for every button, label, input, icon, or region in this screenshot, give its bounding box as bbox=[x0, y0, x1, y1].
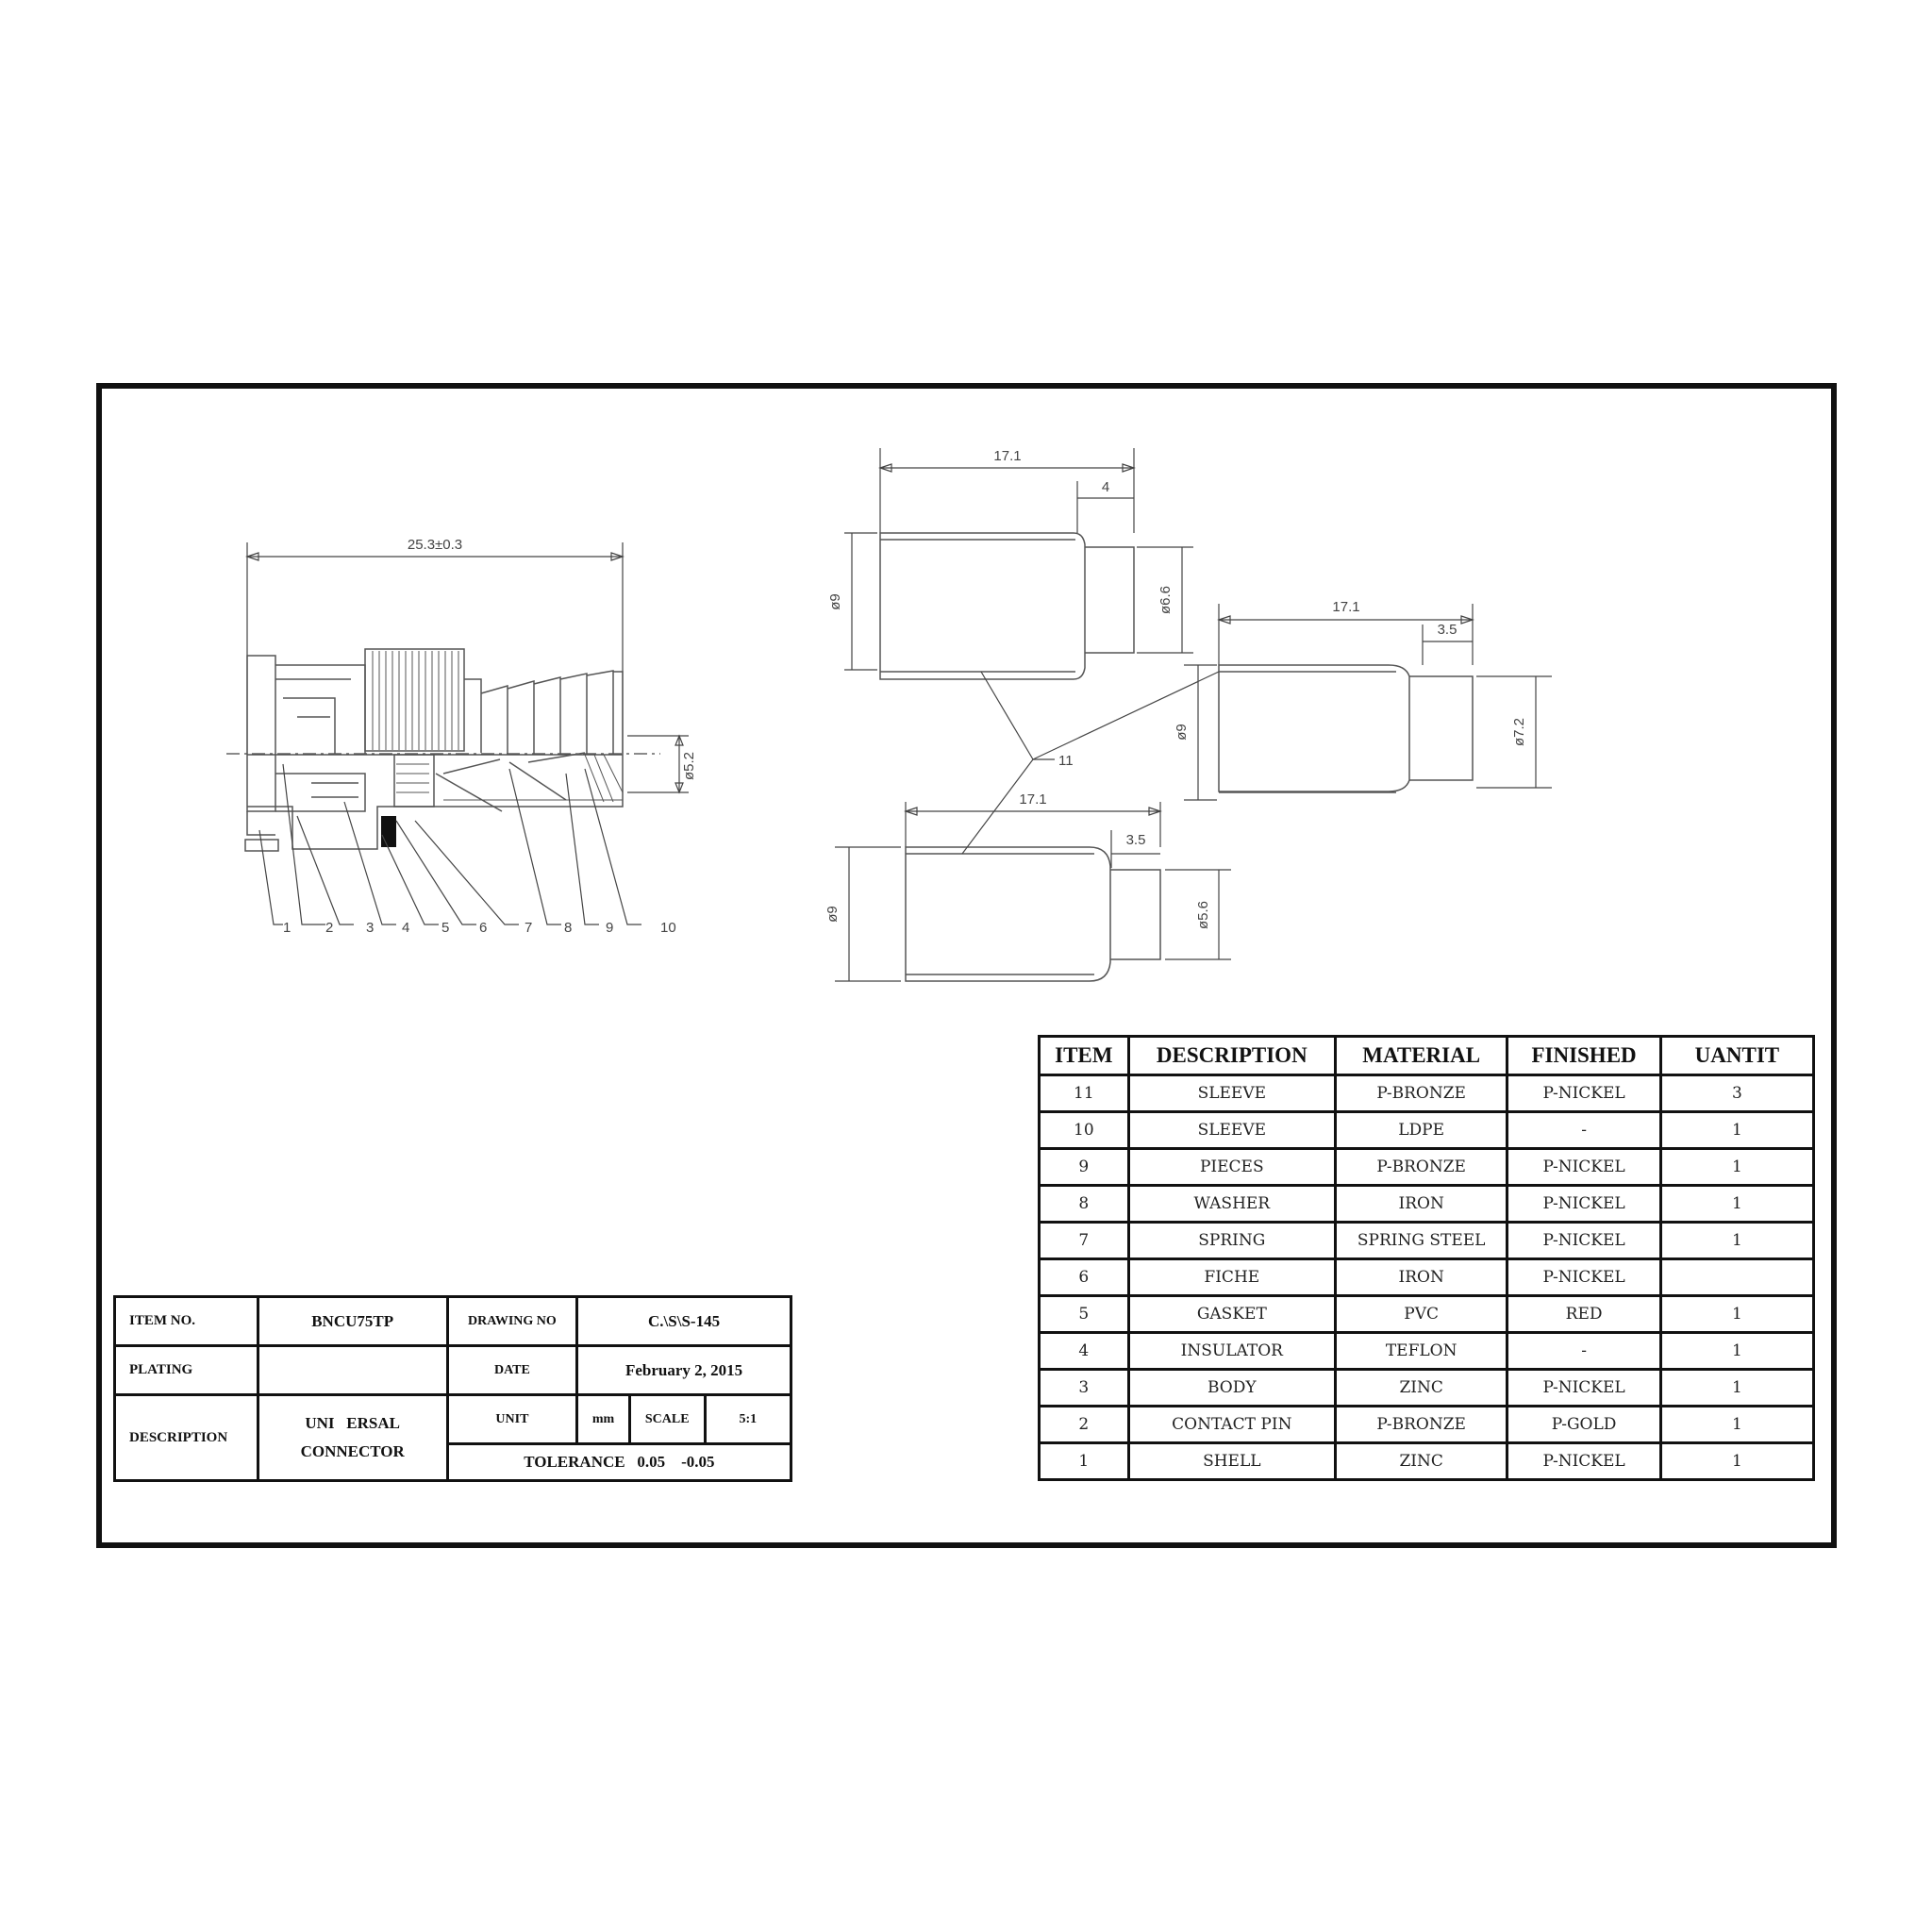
bom-finished-cell: P-NICKEL bbox=[1507, 1186, 1660, 1223]
bom-material-cell: LDPE bbox=[1335, 1112, 1507, 1149]
table-row bbox=[1040, 1112, 1814, 1149]
bom-quantity-cell: 1 bbox=[1660, 1407, 1813, 1443]
table-row bbox=[1040, 1223, 1814, 1259]
sleeve-right-outer-dia: ø9 bbox=[1174, 724, 1190, 741]
bom-material-cell: P-BRONZE bbox=[1335, 1407, 1507, 1443]
item-no-label: ITEM NO. bbox=[115, 1297, 258, 1346]
bom-material-cell: P-BRONZE bbox=[1335, 1149, 1507, 1186]
callout-1: 1 bbox=[283, 920, 291, 936]
diameter-dimension: ø5.2 bbox=[681, 751, 697, 781]
callout-11-leaders bbox=[962, 672, 1219, 854]
bom-item-cell: 8 bbox=[1040, 1186, 1129, 1223]
bom-finished-cell: P-NICKEL bbox=[1507, 1075, 1660, 1112]
bom-description-cell: SHELL bbox=[1128, 1443, 1335, 1480]
callout-6: 6 bbox=[479, 920, 488, 936]
bom-finished-cell: RED bbox=[1507, 1296, 1660, 1333]
bom-description-cell: BODY bbox=[1128, 1370, 1335, 1407]
unit-value: mm bbox=[577, 1395, 630, 1444]
plating-label: PLATING bbox=[115, 1346, 258, 1395]
callout-7: 7 bbox=[525, 920, 533, 936]
sleeve-view-top bbox=[827, 448, 1193, 679]
callout-8: 8 bbox=[564, 920, 573, 936]
table-row bbox=[1040, 1443, 1814, 1480]
bom-quantity-cell: 1 bbox=[1660, 1370, 1813, 1407]
gasket-block bbox=[381, 816, 396, 847]
callout-3: 3 bbox=[366, 920, 375, 936]
bom-quantity-cell: 1 bbox=[1660, 1223, 1813, 1259]
bom-material-cell: SPRING STEEL bbox=[1335, 1223, 1507, 1259]
bom-header-material: MATERIAL bbox=[1335, 1037, 1507, 1075]
bom-item-cell: 3 bbox=[1040, 1370, 1129, 1407]
drawing-no-label: DRAWING NO bbox=[447, 1297, 576, 1346]
bom-quantity-cell: 1 bbox=[1660, 1333, 1813, 1370]
bom-material-cell: P-BRONZE bbox=[1335, 1075, 1507, 1112]
callout-11: 11 bbox=[1058, 753, 1074, 769]
bom-description-cell: SLEEVE bbox=[1128, 1075, 1335, 1112]
description-value bbox=[258, 1395, 447, 1481]
overall-length-dimension: 25.3±0.3 bbox=[407, 537, 463, 553]
bill-of-materials-table bbox=[1038, 1035, 1815, 1481]
scale-value: 5:1 bbox=[705, 1395, 791, 1444]
table-row bbox=[1040, 1075, 1814, 1112]
bom-description-cell: FICHE bbox=[1128, 1259, 1335, 1296]
callout-2: 2 bbox=[325, 920, 334, 936]
sleeve-top-outer-dia: ø9 bbox=[827, 593, 843, 610]
bom-material-cell: ZINC bbox=[1335, 1370, 1507, 1407]
table-row bbox=[1040, 1333, 1814, 1370]
bom-material-cell: IRON bbox=[1335, 1186, 1507, 1223]
date-label: DATE bbox=[447, 1346, 576, 1395]
tolerance-value: TOLERANCE 0.05 -0.05 bbox=[447, 1444, 791, 1481]
bom-item-cell: 11 bbox=[1040, 1075, 1129, 1112]
bom-description-cell: PIECES bbox=[1128, 1149, 1335, 1186]
sleeve-bottom-length: 17.1 bbox=[1019, 791, 1047, 808]
bom-description-cell: GASKET bbox=[1128, 1296, 1335, 1333]
bom-item-cell: 9 bbox=[1040, 1149, 1129, 1186]
bom-quantity-cell: 3 bbox=[1660, 1075, 1813, 1112]
callout-4: 4 bbox=[402, 920, 410, 936]
bom-quantity-cell: 1 bbox=[1660, 1186, 1813, 1223]
sleeve-right-length: 17.1 bbox=[1332, 599, 1360, 615]
bom-material-cell: ZINC bbox=[1335, 1443, 1507, 1480]
bom-quantity-cell: 1 bbox=[1660, 1443, 1813, 1480]
bom-description-cell: WASHER bbox=[1128, 1186, 1335, 1223]
date-value: February 2, 2015 bbox=[577, 1346, 791, 1395]
bom-item-cell: 6 bbox=[1040, 1259, 1129, 1296]
sleeve-view-right bbox=[1174, 599, 1552, 800]
bom-finished-cell: P-NICKEL bbox=[1507, 1370, 1660, 1407]
bom-quantity-cell bbox=[1660, 1259, 1813, 1296]
bom-header-row bbox=[1040, 1037, 1814, 1075]
callout-5: 5 bbox=[441, 920, 450, 936]
title-block-row bbox=[115, 1346, 791, 1395]
bom-quantity-cell: 1 bbox=[1660, 1296, 1813, 1333]
callout-9: 9 bbox=[606, 920, 614, 936]
bom-finished-cell: P-GOLD bbox=[1507, 1407, 1660, 1443]
table-row bbox=[1040, 1296, 1814, 1333]
table-row bbox=[1040, 1259, 1814, 1296]
sleeve-bottom-inner-dia: ø5.6 bbox=[1195, 900, 1211, 930]
description-line-1: UNI ERSAL bbox=[305, 1414, 400, 1432]
bom-finished-cell: - bbox=[1507, 1112, 1660, 1149]
plating-value bbox=[258, 1346, 447, 1395]
table-row bbox=[1040, 1186, 1814, 1223]
sleeve-top-inner-dia: ø6.6 bbox=[1158, 585, 1174, 615]
bom-finished-cell: P-NICKEL bbox=[1507, 1223, 1660, 1259]
bom-item-cell: 1 bbox=[1040, 1443, 1129, 1480]
bom-finished-cell: P-NICKEL bbox=[1507, 1443, 1660, 1480]
sleeve-view-bottom bbox=[824, 791, 1231, 981]
bom-finished-cell: P-NICKEL bbox=[1507, 1149, 1660, 1186]
sleeve-bottom-step: 3.5 bbox=[1125, 832, 1146, 848]
sleeve-right-step: 3.5 bbox=[1437, 622, 1457, 638]
title-block-table bbox=[113, 1295, 792, 1482]
bom-header-description: DESCRIPTION bbox=[1128, 1037, 1335, 1075]
bom-description-cell: CONTACT PIN bbox=[1128, 1407, 1335, 1443]
drawing-no-value: C.\S\S-145 bbox=[577, 1297, 791, 1346]
bom-description-cell: SLEEVE bbox=[1128, 1112, 1335, 1149]
table-row bbox=[1040, 1149, 1814, 1186]
bom-header-finished: FINISHED bbox=[1507, 1037, 1660, 1075]
bom-header-quantity: UANTIT bbox=[1660, 1037, 1813, 1075]
description-label: DESCRIPTION bbox=[115, 1395, 258, 1481]
bom-quantity-cell: 1 bbox=[1660, 1149, 1813, 1186]
connector-assembly-view bbox=[226, 537, 697, 936]
bom-description-cell: INSULATOR bbox=[1128, 1333, 1335, 1370]
knurl-lines bbox=[373, 651, 458, 750]
table-row bbox=[1040, 1407, 1814, 1443]
sleeve-top-length: 17.1 bbox=[993, 448, 1022, 464]
description-line-2: CONNECTOR bbox=[300, 1442, 405, 1460]
title-block-row bbox=[115, 1395, 791, 1444]
bom-finished-cell: P-NICKEL bbox=[1507, 1259, 1660, 1296]
unit-label: UNIT bbox=[447, 1395, 576, 1444]
item-no-value: BNCU75TP bbox=[258, 1297, 447, 1346]
bom-finished-cell: - bbox=[1507, 1333, 1660, 1370]
bom-material-cell: TEFLON bbox=[1335, 1333, 1507, 1370]
bom-item-cell: 2 bbox=[1040, 1407, 1129, 1443]
bom-item-cell: 5 bbox=[1040, 1296, 1129, 1333]
bom-item-cell: 7 bbox=[1040, 1223, 1129, 1259]
title-block-row bbox=[115, 1297, 791, 1346]
sleeve-bottom-outer-dia: ø9 bbox=[824, 906, 841, 923]
callout-10: 10 bbox=[660, 920, 676, 936]
bom-item-cell: 4 bbox=[1040, 1333, 1129, 1370]
bom-material-cell: PVC bbox=[1335, 1296, 1507, 1333]
bom-header-item: ITEM bbox=[1040, 1037, 1129, 1075]
bom-item-cell: 10 bbox=[1040, 1112, 1129, 1149]
sleeve-right-inner-dia: ø7.2 bbox=[1511, 717, 1527, 747]
bom-description-cell: SPRING bbox=[1128, 1223, 1335, 1259]
bom-material-cell: IRON bbox=[1335, 1259, 1507, 1296]
bom-quantity-cell: 1 bbox=[1660, 1112, 1813, 1149]
table-row bbox=[1040, 1370, 1814, 1407]
scale-label: SCALE bbox=[629, 1395, 705, 1444]
sleeve-top-step: 4 bbox=[1101, 479, 1110, 495]
